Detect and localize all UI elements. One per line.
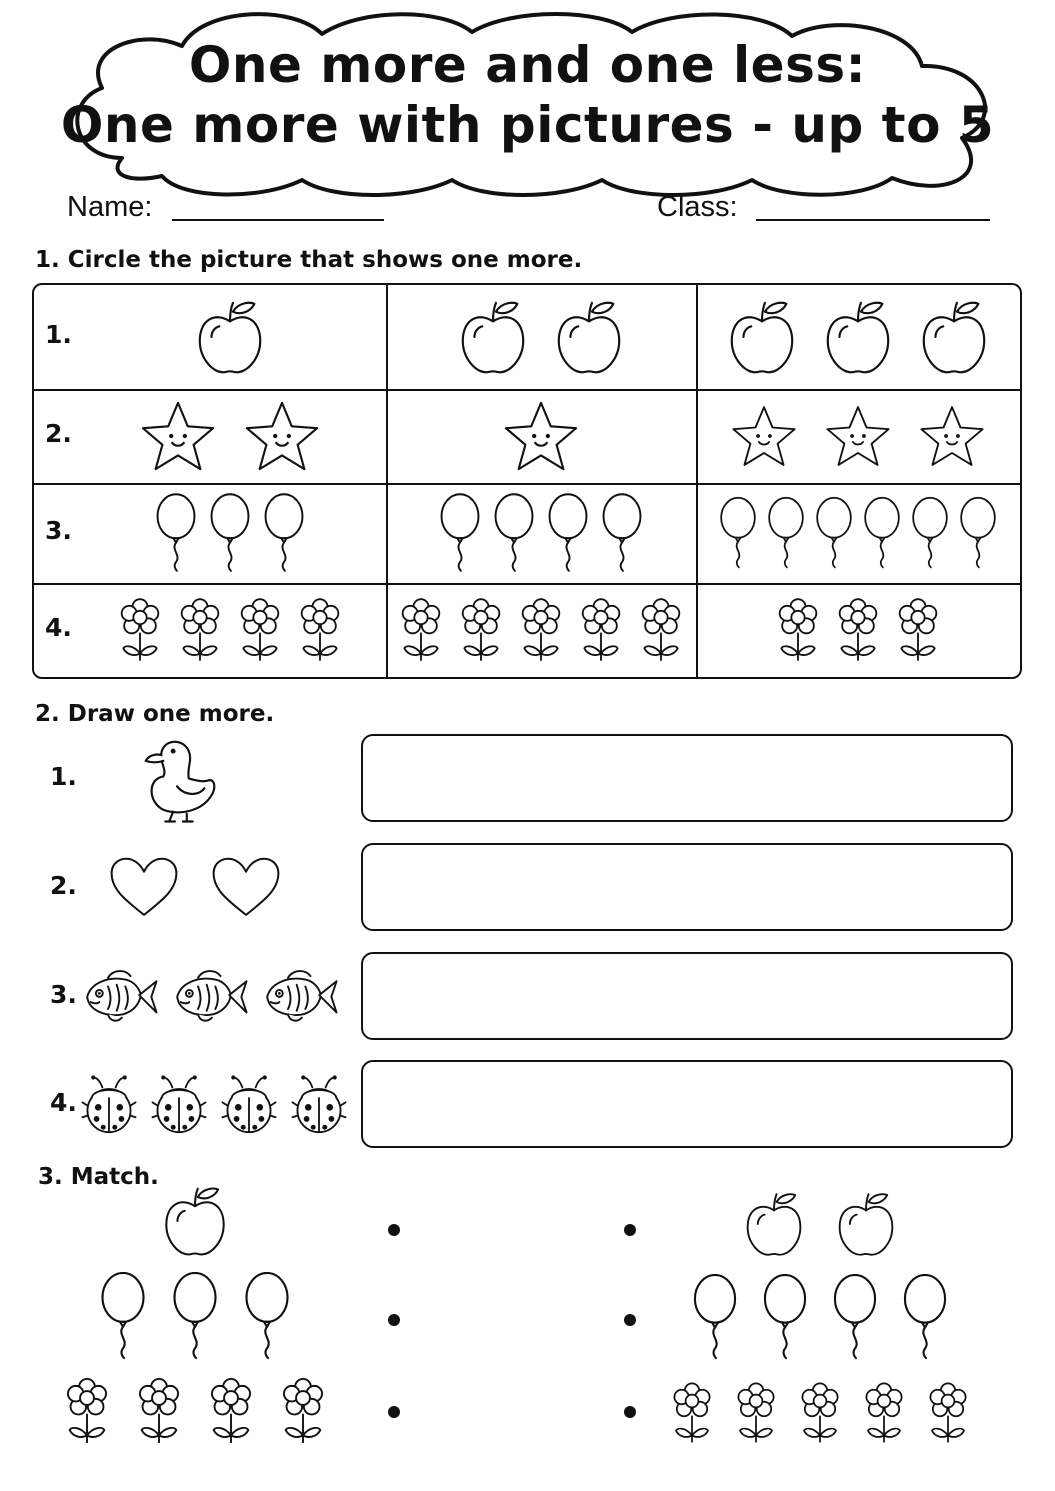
draw-row-label: 2.	[50, 871, 77, 900]
choice-cell[interactable]	[386, 389, 696, 483]
draw-row-pictures	[134, 731, 222, 829]
apple-icon	[160, 1184, 230, 1262]
draw-row-pictures	[108, 855, 282, 923]
balloon-icon	[958, 492, 998, 574]
balloon-icon	[546, 491, 590, 575]
balloon-icon	[208, 491, 252, 575]
title-line-1: One more and one less:	[188, 36, 867, 94]
flower-icon	[133, 1372, 185, 1454]
match-right-dot[interactable]	[624, 1406, 636, 1418]
choice-cell[interactable]	[696, 285, 1020, 389]
choice-cell[interactable]	[696, 483, 1020, 583]
choice-cell[interactable]	[696, 583, 1020, 677]
apple-icon	[742, 1190, 806, 1262]
fish-icon	[262, 965, 340, 1031]
draw-row-pictures	[82, 965, 340, 1031]
ladybug-icon	[290, 1071, 348, 1141]
flower-icon	[295, 592, 345, 668]
section-2-heading: 2. Draw one more.	[35, 701, 275, 727]
flower-icon	[636, 592, 686, 668]
match-right-dot[interactable]	[624, 1314, 636, 1326]
class-label: Class:	[657, 191, 738, 223]
match-left-dot[interactable]	[388, 1406, 400, 1418]
flower-icon	[396, 592, 446, 668]
choice-cell[interactable]	[386, 583, 696, 677]
star-icon	[502, 399, 580, 473]
balloon-icon	[98, 1272, 148, 1364]
flower-icon	[732, 1376, 780, 1454]
circle-grid	[32, 283, 1022, 679]
match-left-group	[40, 1272, 350, 1364]
balloon-icon	[242, 1272, 292, 1364]
choice-cell[interactable]	[386, 483, 696, 583]
balloon-icon	[910, 492, 950, 574]
balloon-icon	[170, 1272, 220, 1364]
choice-cell[interactable]	[74, 483, 386, 583]
flower-icon	[277, 1372, 329, 1454]
grid-row-label: 1.	[45, 320, 72, 349]
balloon-icon	[492, 491, 536, 575]
choice-cell[interactable]	[74, 389, 386, 483]
star-icon	[243, 399, 321, 473]
flower-icon	[115, 592, 165, 668]
fish-icon	[172, 965, 250, 1031]
draw-row-label: 3.	[50, 980, 77, 1009]
balloon-icon	[154, 491, 198, 575]
match-left-group	[40, 1368, 350, 1454]
drawing-box[interactable]	[361, 1060, 1013, 1148]
draw-row-label: 4.	[50, 1088, 77, 1117]
grid-row-label: 3.	[45, 516, 72, 545]
flower-icon	[456, 592, 506, 668]
flower-icon	[668, 1376, 716, 1454]
flower-icon	[773, 592, 823, 668]
balloon-icon	[262, 491, 306, 575]
section-3-heading: 3. Match.	[38, 1164, 159, 1190]
match-left-dot[interactable]	[388, 1314, 400, 1326]
apple-icon	[725, 298, 799, 376]
match-right-dot[interactable]	[624, 1224, 636, 1236]
balloon-icon	[718, 492, 758, 574]
apple-icon	[821, 298, 895, 376]
balloon-icon	[761, 1274, 809, 1364]
flower-icon	[576, 592, 626, 668]
flower-icon	[860, 1376, 908, 1454]
draw-row-pictures	[80, 1071, 348, 1141]
star-icon	[730, 403, 798, 469]
drawing-box[interactable]	[361, 843, 1013, 931]
grid-row-label: 2.	[45, 419, 72, 448]
balloon-icon	[831, 1274, 879, 1364]
balloon-icon	[438, 491, 482, 575]
star-icon	[139, 399, 217, 473]
match-left-group	[40, 1188, 350, 1262]
balloon-icon	[862, 492, 902, 574]
apple-icon	[917, 298, 991, 376]
heart-icon	[108, 855, 180, 923]
title-line-2: One more with pictures - up to 5	[60, 96, 995, 154]
balloon-icon	[766, 492, 806, 574]
grid-row-label: 4.	[45, 613, 72, 642]
apple-icon	[193, 298, 267, 376]
flower-icon	[516, 592, 566, 668]
choice-cell[interactable]	[386, 285, 696, 389]
flower-icon	[175, 592, 225, 668]
match-left-dot[interactable]	[388, 1224, 400, 1236]
drawing-box[interactable]	[361, 734, 1013, 822]
name-answer-line[interactable]	[172, 219, 384, 221]
section-1-heading: 1. Circle the picture that shows one more.	[35, 247, 583, 273]
flower-icon	[61, 1372, 113, 1454]
choice-cell[interactable]	[74, 583, 386, 677]
flower-icon	[796, 1376, 844, 1454]
heart-icon	[210, 855, 282, 923]
apple-icon	[834, 1190, 898, 1262]
ladybug-icon	[80, 1071, 138, 1141]
match-right-group	[650, 1188, 990, 1262]
apple-icon	[456, 298, 530, 376]
flower-icon	[235, 592, 285, 668]
ladybug-icon	[150, 1071, 208, 1141]
star-icon	[918, 403, 986, 469]
flower-icon	[833, 592, 883, 668]
balloon-icon	[814, 492, 854, 574]
draw-row-label: 1.	[50, 762, 77, 791]
match-right-group	[650, 1272, 990, 1364]
flower-icon	[893, 592, 943, 668]
balloon-icon	[600, 491, 644, 575]
balloon-icon	[901, 1274, 949, 1364]
fish-icon	[82, 965, 160, 1031]
class-answer-line[interactable]	[756, 219, 990, 221]
drawing-box[interactable]	[361, 952, 1013, 1040]
star-icon	[824, 403, 892, 469]
name-label: Name:	[67, 191, 153, 223]
choice-cell[interactable]	[74, 285, 386, 389]
flower-icon	[205, 1372, 257, 1454]
apple-icon	[552, 298, 626, 376]
match-right-group	[650, 1368, 990, 1454]
flower-icon	[924, 1376, 972, 1454]
ladybug-icon	[220, 1071, 278, 1141]
duck-icon	[134, 731, 222, 829]
balloon-icon	[691, 1274, 739, 1364]
choice-cell[interactable]	[696, 389, 1020, 483]
